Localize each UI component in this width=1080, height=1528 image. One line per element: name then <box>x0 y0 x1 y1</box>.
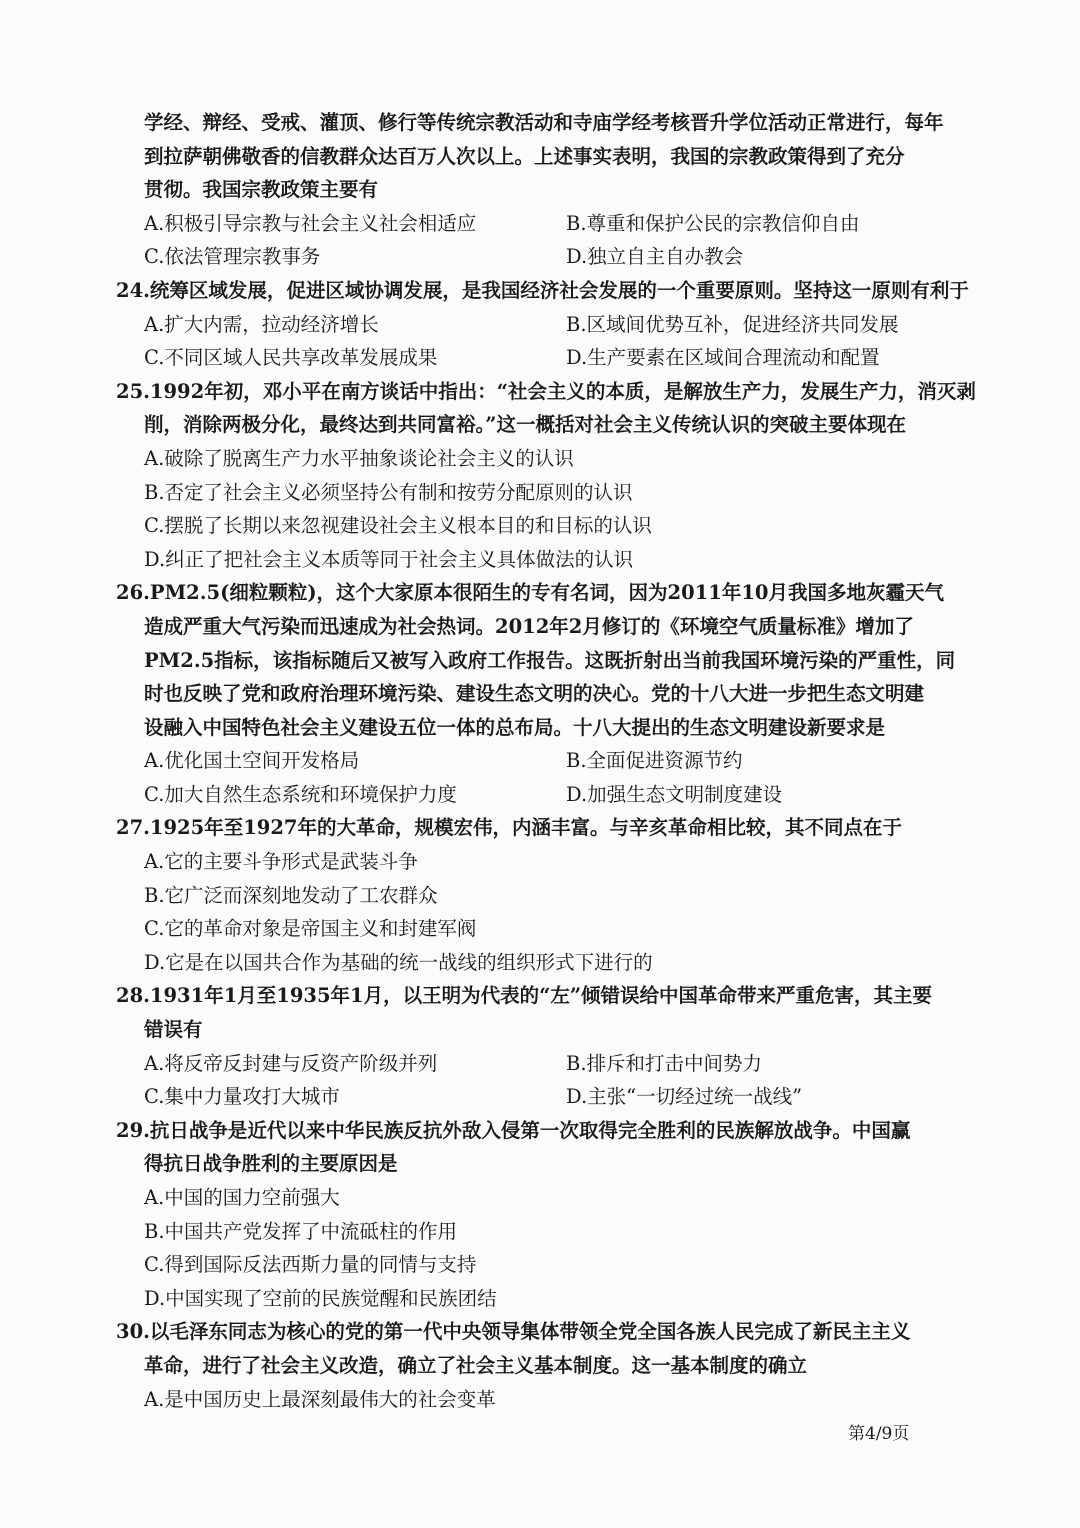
option-row <box>116 207 1006 241</box>
answer-option: A.是中国历史上最深刻最伟大的社会变革 <box>144 1387 496 1411</box>
question-stem-line: 30.以毛泽东同志为核心的党的第一代中央领导集体带领全党全国各族人民完成了新民主主义 <box>116 1320 911 1344</box>
answer-option: A.优化国土空间开发格局 <box>144 749 360 773</box>
option-row <box>116 240 1006 274</box>
question-stem-line: 错误有 <box>144 1018 203 1042</box>
continued-stem-line: 到拉萨朝佛敬香的信教群众达百万人次以上。上述事实表明，我国的宗教政策得到了充分 <box>144 144 905 168</box>
answer-option: C.加大自然生态系统和环境保护力度 <box>144 782 457 806</box>
answer-option: A.将反帝反封建与反资产阶级并列 <box>144 1051 438 1075</box>
option-row <box>116 744 1006 778</box>
option-row <box>116 1080 1006 1114</box>
question-stem-line: 时也反映了党和政府治理环境污染、建设生态文明的决心。党的十八大进一步把生态文明建 <box>144 682 925 706</box>
answer-option: C.不同区域人民共享改革发展成果 <box>144 346 438 370</box>
answer-option: A.扩大内需，拉动经济增长 <box>144 312 379 336</box>
answer-option: D.加强生态文明制度建设 <box>566 782 783 806</box>
answer-option: D.它是在以国共合作为基础的统一战线的组织形式下进行的 <box>144 950 653 974</box>
answer-option: B.排斥和打击中间势力 <box>566 1051 763 1075</box>
answer-option: A.破除了脱离生产力水平抽象谈论社会主义的认识 <box>144 446 574 470</box>
question-stem-line: 设融入中国特色社会主义建设五位一体的总布局。十八大提出的生态文明建设新要求是 <box>144 715 886 739</box>
answer-option: B.中国共产党发挥了中流砥柱的作用 <box>144 1219 458 1243</box>
answer-option: D.生产要素在区域间合理流动和配置 <box>566 346 880 370</box>
answer-option: D.独立自主自办教会 <box>566 245 744 269</box>
question-stem-line: PM2.5指标，该指标随后又被写入政府工作报告。这既折射出当前我国环境污染的严重性，同 <box>144 648 956 672</box>
answer-option: A.它的主要斗争形式是武装斗争 <box>144 850 418 874</box>
question-stem-line: 得抗日战争胜利的主要原因是 <box>144 1152 398 1176</box>
question-stem-line: 24.统筹区域发展，促进区域协调发展，是我国经济社会发展的一个重要原则。坚持这一原则有利于 <box>116 278 969 302</box>
answer-option: C.得到国际反法西斯力量的同情与支持 <box>144 1253 477 1277</box>
answer-option: A.中国的国力空前强大 <box>144 1186 340 1209</box>
question-stem-line: 造成严重大气污染而迅速成为社会热词。2012年2月修订的《环境空气质量标准》增加了 <box>144 614 914 638</box>
page-number: 第4/9页 <box>848 1424 910 1444</box>
page-content <box>116 106 1006 1416</box>
answer-option: B.尊重和保护公民的宗教信仰自由 <box>566 211 860 235</box>
answer-option: B.它广泛而深刻地发动了工农群众 <box>144 883 438 907</box>
answer-option: B.区域间优势互补，促进经济共同发展 <box>566 312 899 336</box>
option-row <box>116 308 1006 342</box>
question-stem-line: 27.1925年至1927年的大革命，规模宏伟，内涵丰富。与辛亥革命相比较，其不同点在于 <box>116 816 902 840</box>
answer-option: C.依法管理宗教事务 <box>144 245 321 269</box>
option-row <box>116 1047 1006 1081</box>
question-stem-line: 削，消除两极分化，最终达到共同富裕。”这一概括对社会主义传统认识的突破主要体现在 <box>144 413 906 437</box>
answer-option: D.主张“一切经过统一战线” <box>566 1085 803 1109</box>
continued-stem-line: 学经、辩经、受戒、灌顶、修行等传统宗教活动和寺庙学经考核晋升学位活动正常进行，每年 <box>144 111 944 134</box>
answer-option: D.纠正了把社会主义本质等同于社会主义具体做法的认识 <box>144 547 634 571</box>
option-row <box>116 341 1006 375</box>
answer-option: B.否定了社会主义必须坚持公有制和按劳分配原则的认识 <box>144 480 633 504</box>
question-stem-line: 26.PM2.5(细粒颗粒)，这个大家原本很陌生的专有名词，因为2011年10月我国多地灰霾天气 <box>116 581 944 605</box>
answer-option: D.中国实现了空前的民族觉醒和民族团结 <box>144 1286 497 1310</box>
answer-option: C.摆脱了长期以来忽视建设社会主义根本目的和目标的认识 <box>144 514 652 538</box>
question-stem-line: 28.1931年1月至1935年1月，以王明为代表的“左”倾错误给中国革命带来严重危害，其主要 <box>116 984 933 1008</box>
question-stem-line: 革命，进行了社会主义改造，确立了社会主义基本制度。这一基本制度的确立 <box>144 1353 808 1377</box>
option-row <box>116 778 1006 812</box>
answer-option: C.它的革命对象是帝国主义和封建军阀 <box>144 917 477 941</box>
answer-option: A.积极引导宗教与社会主义社会相适应 <box>144 211 477 235</box>
answer-option: B.全面促进资源节约 <box>566 749 743 773</box>
continued-stem-line: 贯彻。我国宗教政策主要有 <box>144 178 379 202</box>
question-stem-line: 25.1992年初，邓小平在南方谈话中指出：“社会主义的本质，是解放生产力，发展生产力，消灭剥 <box>116 379 976 403</box>
question-stem-line: 29.抗日战争是近代以来中华民族反抗外敌入侵第一次取得完全胜利的民族解放战争。中国赢 <box>116 1118 911 1142</box>
answer-option: C.集中力量攻打大城市 <box>144 1085 340 1109</box>
